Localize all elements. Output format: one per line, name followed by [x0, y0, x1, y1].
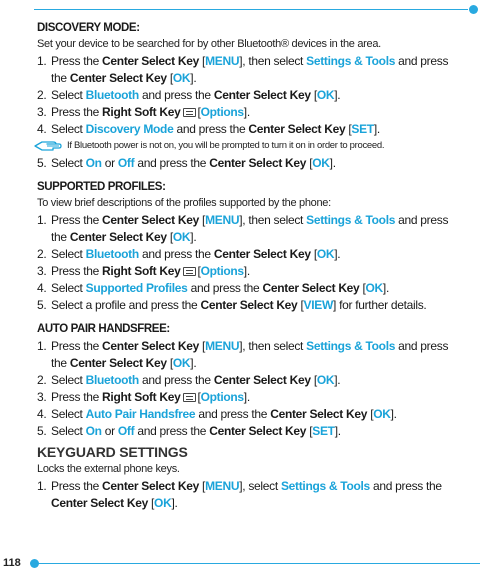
- note-hand-icon: [33, 139, 63, 152]
- top-rule-dot: [469, 5, 478, 14]
- section-desc-discovery: Set your device to be searched for by other Bluetooth® devices in the area.: [37, 38, 381, 50]
- section-desc-keyguard: Locks the external phone keys.: [37, 463, 180, 475]
- bottom-rule-line: [38, 563, 480, 564]
- step: 1. Press the Center Select Key [MENU], then select Settings & Tools and press the Center Select Key [OK].: [37, 54, 449, 85]
- step: 5. Select On or Off and press the Center Select Key [OK].: [37, 156, 336, 170]
- step: 2. Select Bluetooth and press the Center Select Key [OK].: [37, 373, 341, 387]
- step: 3. Press the Right Soft Key [Options].: [37, 264, 250, 278]
- step: 1. Press the Center Select Key [MENU], then select Settings & Tools and press the Center Select Key [OK].: [37, 339, 449, 370]
- section-title-handsfree: AUTO PAIR HANDSFREE:: [37, 323, 170, 335]
- steps-discovery: [37, 53, 477, 138]
- note: If Bluetooth power is not on, you will be prompted to turn it on in order to proceed.: [33, 139, 477, 152]
- right-soft-key-icon: [183, 267, 196, 276]
- section-title-keyguard: KEYGUARD SETTINGS: [37, 444, 188, 460]
- right-soft-key-icon: [183, 393, 196, 402]
- section-title-discovery: DISCOVERY MODE:: [37, 22, 140, 34]
- section-title-profiles: SUPPORTED PROFILES:: [37, 181, 166, 193]
- page-content: [37, 22, 477, 512]
- right-soft-key-icon: [183, 108, 196, 117]
- section-desc-profiles: To view brief descriptions of the profiles supported by the phone:: [37, 197, 331, 209]
- step: 2. Select Bluetooth and press the Center Select Key [OK].: [37, 88, 341, 102]
- step: 4. Select Supported Profiles and press the Center Select Key [OK].: [37, 281, 389, 295]
- step: 5. Select On or Off and press the Center Select Key [SET].: [37, 424, 341, 438]
- bottom-rule: [0, 559, 486, 569]
- step: 4. Select Discovery Mode and press the Center Select Key [SET].: [37, 122, 380, 136]
- step: 3. Press the Right Soft Key [Options].: [37, 105, 250, 119]
- steps-profiles: [37, 212, 477, 314]
- top-rule: [34, 5, 480, 15]
- step: 1. Press the Center Select Key [MENU], then select Settings & Tools and press the Center Select Key [OK].: [37, 213, 449, 244]
- steps-keyguard: [37, 478, 477, 512]
- step: 5. Select a profile and press the Center Select Key [VIEW] for further details.: [37, 298, 427, 312]
- steps-handsfree: [37, 338, 477, 440]
- step: 2. Select Bluetooth and press the Center Select Key [OK].: [37, 247, 341, 261]
- top-rule-line: [34, 9, 468, 10]
- page-number: 118: [3, 557, 21, 569]
- step: 1. Press the Center Select Key [MENU], select Settings & Tools and press the Center Select Key [OK].: [37, 479, 442, 510]
- step: 3. Press the Right Soft Key [Options].: [37, 390, 250, 404]
- steps-discovery-cont: [37, 155, 477, 172]
- step: 4. Select Auto Pair Handsfree and press the Center Select Key [OK].: [37, 407, 397, 421]
